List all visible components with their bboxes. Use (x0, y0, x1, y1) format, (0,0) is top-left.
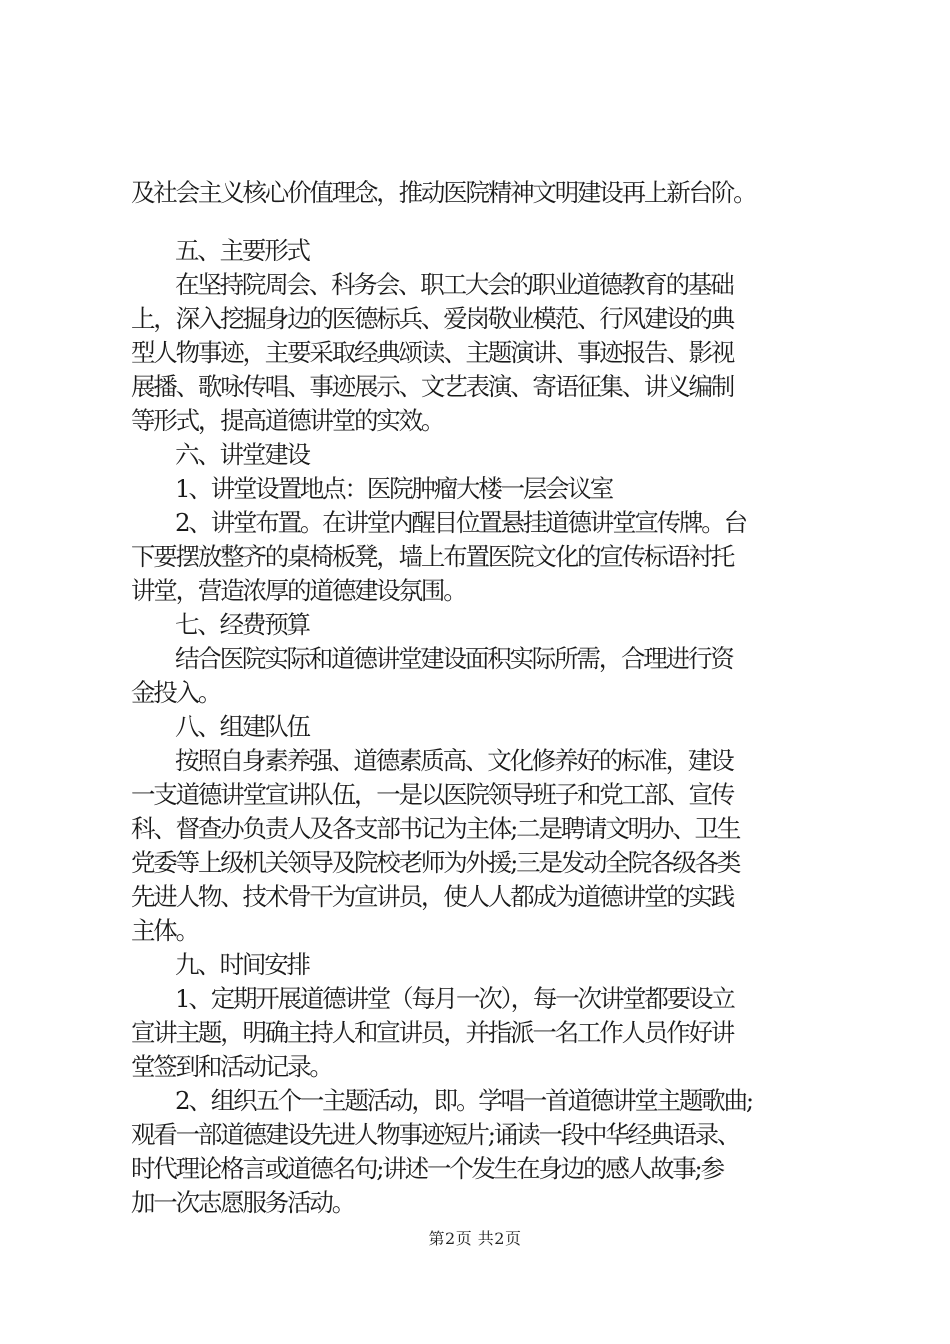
text-line: 1、定期开展道德讲堂（每月一次），每一次讲堂都要设立 (175, 984, 734, 1013)
text-line: 下要摆放整齐的桌椅板凳，墙上布置医院文化的宣传标语衬托 (131, 542, 734, 571)
text-line: 2、组织五个一主题活动，即。学唱一首道德讲堂主题歌曲; (175, 1086, 752, 1115)
text-line: 一支道德讲堂宣讲队伍，一是以医院领导班子和党工部、宣传 (131, 780, 734, 809)
page-number-footer: 第2页 共2页 (428, 1229, 522, 1248)
text-line: 科、督查办负责人及各支部书记为主体;二是聘请文明办、卫生 (131, 814, 740, 843)
text-line: 加一次志愿服务活动。 (131, 1188, 354, 1217)
section-heading-schedule: 九、时间安排 (175, 950, 309, 979)
section-heading-main-forms: 五、主要形式 (175, 236, 309, 265)
section-heading-budget: 七、经费预算 (175, 610, 309, 639)
section-heading-hall-construction: 六、讲堂建设 (175, 440, 309, 469)
text-line: 观看一部道德建设先进人物事迹短片;诵读一段中华经典语录、 (131, 1120, 740, 1149)
text-line: 上，深入挖掘身边的医德标兵、爱岗敬业模范、行风建设的典 (131, 304, 734, 333)
text-line: 等形式，提高道德讲堂的实效。 (131, 406, 444, 435)
text-line: 先进人物、技术骨干为宣讲员，使人人都成为道德讲堂的实践 (131, 882, 734, 911)
text-line: 展播、歌咏传唱、事迹展示、文艺表演、寄语征集、讲义编制 (131, 372, 734, 401)
text-line: 在坚持院周会、科务会、职工大会的职业道德教育的基础 (175, 270, 733, 299)
text-line: 金投入。 (131, 678, 221, 707)
text-line: 2、讲堂布置。在讲堂内醒目位置悬挂道德讲堂宣传牌。台 (175, 508, 746, 537)
text-line: 讲堂，营造浓厚的道德建设氛围。 (131, 576, 466, 605)
text-line: 结合医院实际和道德讲堂建设面积实际所需，合理进行资 (175, 644, 733, 673)
text-line: 主体。 (131, 916, 198, 945)
text-line: 型人物事迹，主要采取经典颂读、主题演讲、事迹报告、影视 (131, 338, 734, 367)
text-line: 堂签到和活动记录。 (131, 1052, 332, 1081)
text-line: 及社会主义核心价值理念，推动医院精神文明建设再上新台阶。 (131, 178, 756, 207)
text-line: 时代理论格言或道德名句;讲述一个发生在身边的感人故事;参 (131, 1154, 723, 1183)
text-line: 宣讲主题，明确主持人和宣讲员，并指派一名工作人员作好讲 (131, 1018, 734, 1047)
section-heading-team: 八、组建队伍 (175, 712, 309, 741)
text-line: 按照自身素养强、道德素质高、文化修养好的标准，建设 (175, 746, 733, 775)
text-line: 党委等上级机关领导及院校老师为外援;三是发动全院各级各类 (131, 848, 740, 877)
text-line: 1、讲堂设置地点：医院肿瘤大楼一层会议室 (175, 474, 613, 503)
